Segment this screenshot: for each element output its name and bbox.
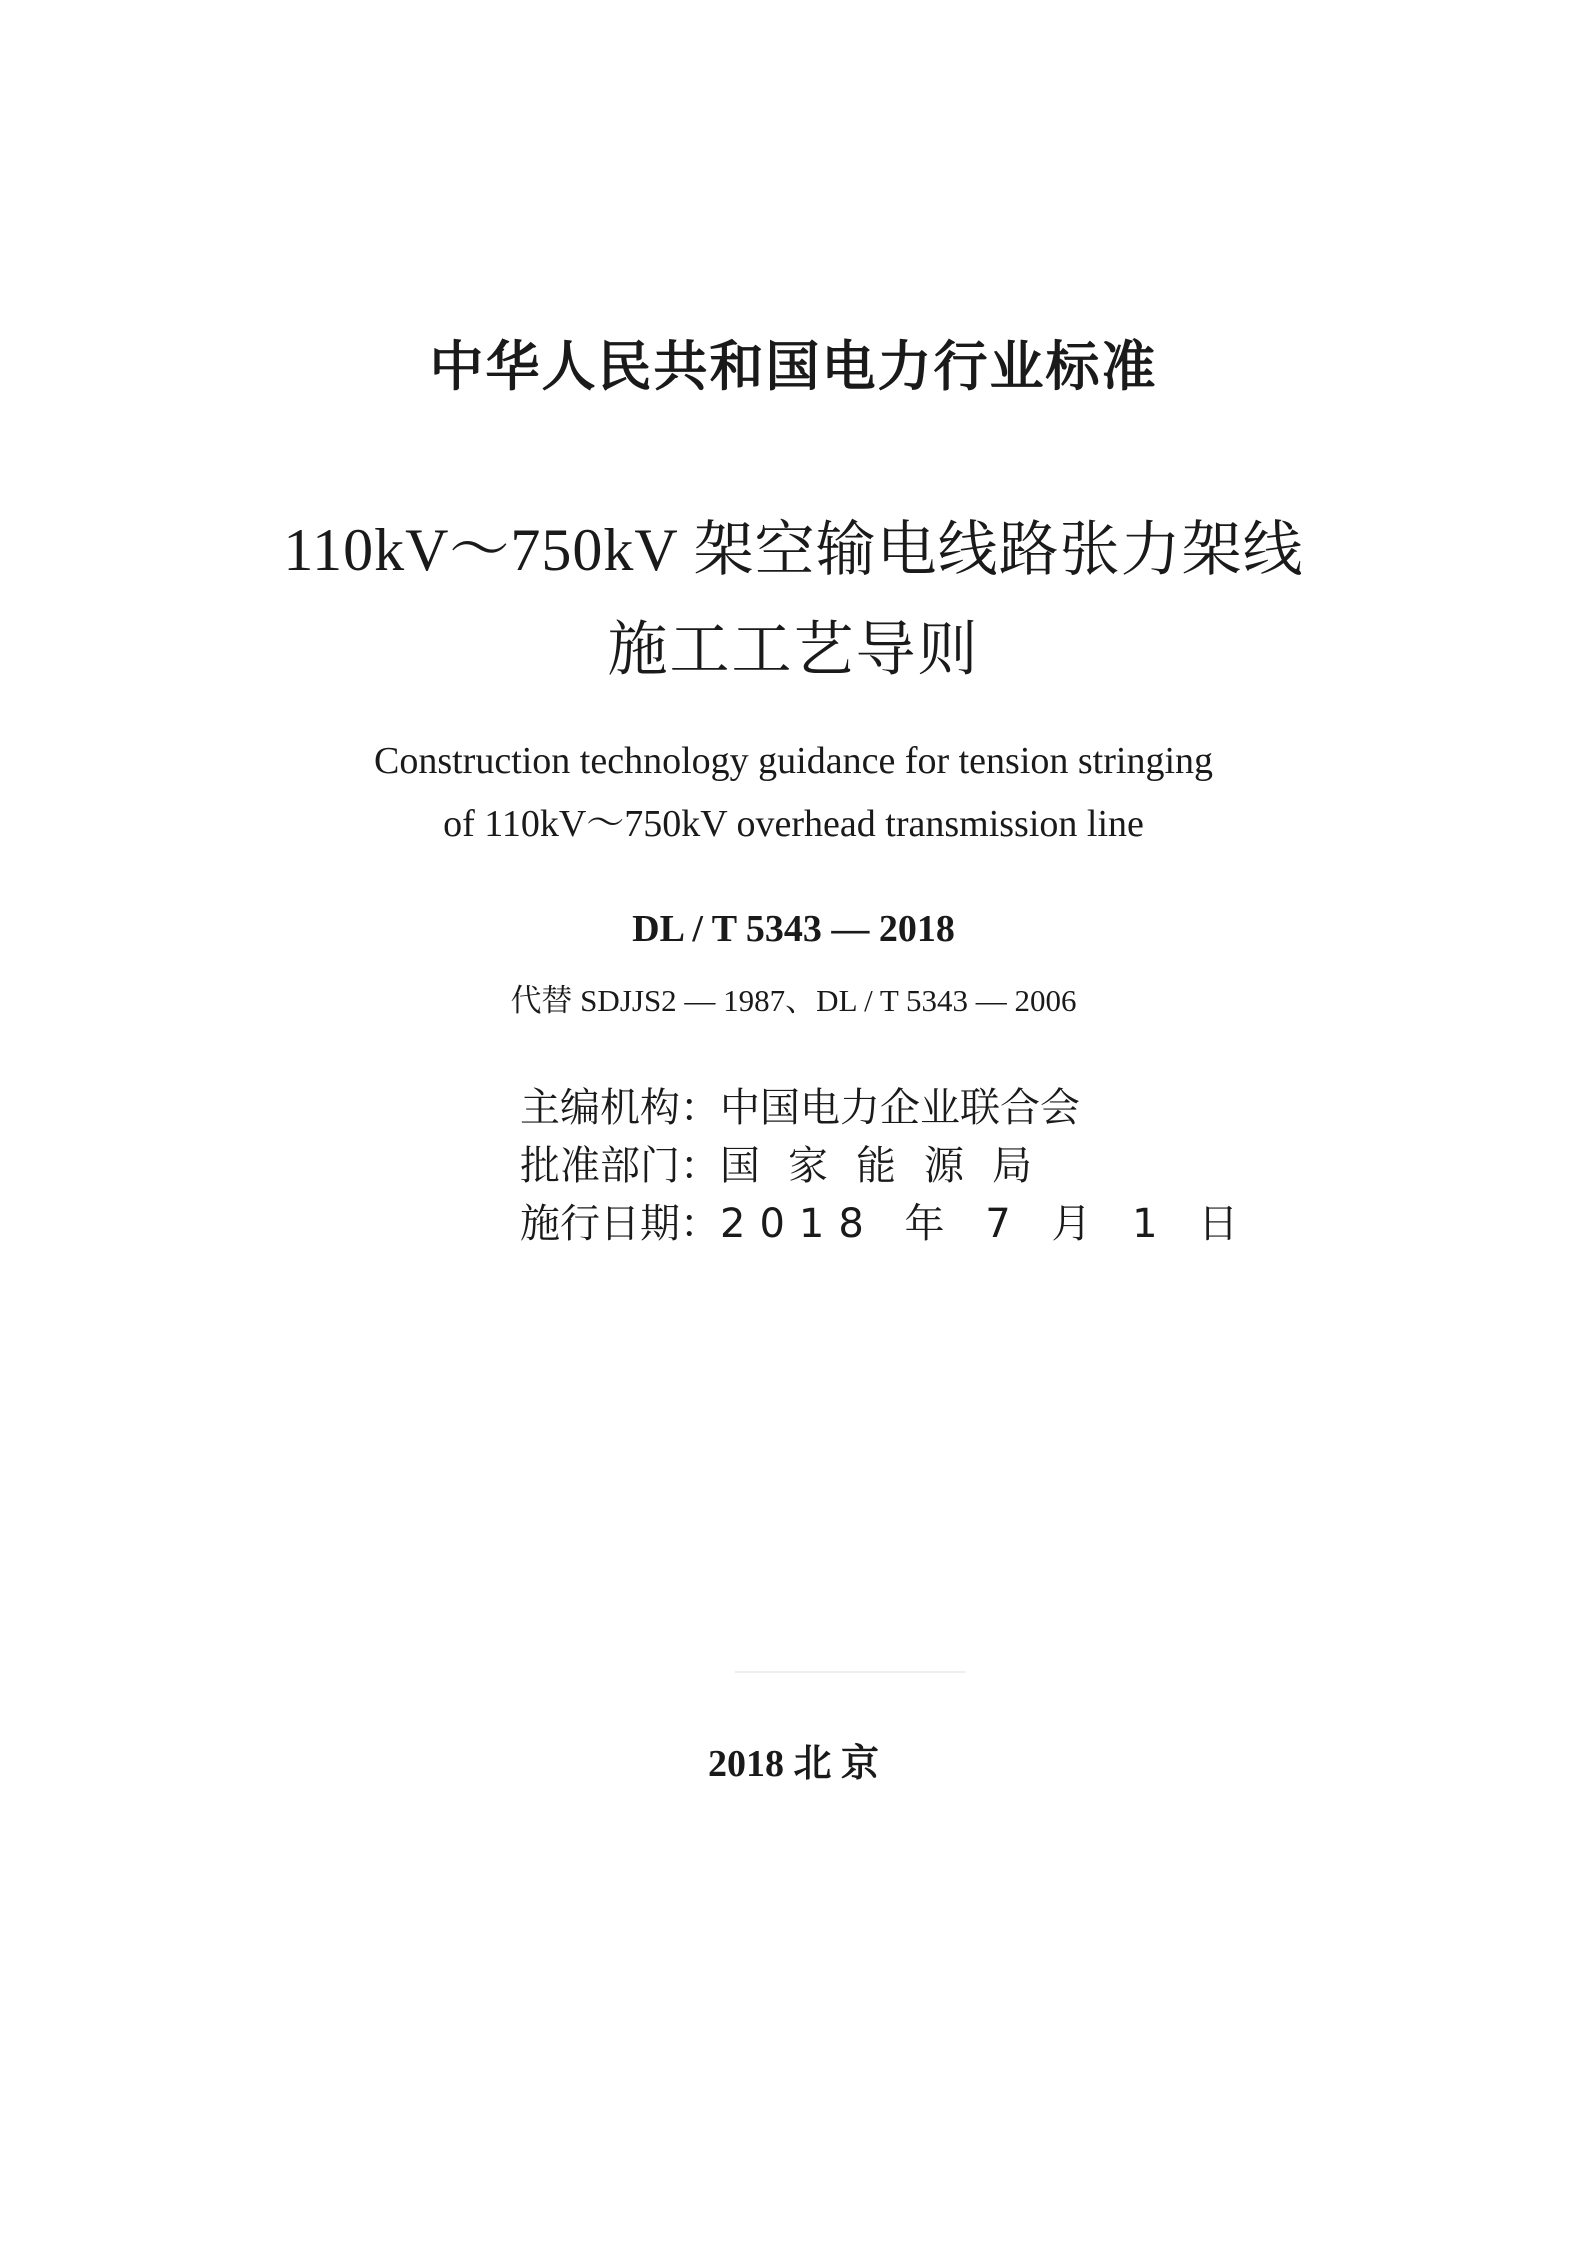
approver-label: 批准部门： [520,1142,720,1189]
standard-category-heading: 中华人民共和国电力行业标准 [429,335,1158,398]
standard-code: DL / T 5343 — 2018 [632,908,955,950]
scan-artifact [735,1671,965,1673]
chinese-title-line-2: 施工工艺导则 [607,617,980,683]
english-title-line-2: of 110kV～750kV overhead transmission line [443,803,1144,845]
editor-value: 中国电力企业联合会 [720,1084,1080,1131]
editor-label: 主编机构： [520,1084,720,1131]
effective-date-row [520,1191,1253,1249]
effective-date-value: 2018 年 7 月 1 日 [720,1200,1253,1247]
approver-value: 国家能源局 [720,1142,1060,1189]
chinese-title-line-1: 110kV～750kV 架空输电线路张力架线 [283,517,1304,583]
effective-date-label: 施行日期： [520,1200,720,1247]
replaced-standards: 代替 SDJJS2 — 1987、DL / T 5343 — 2006 [510,983,1077,1018]
approver-row [520,1133,1160,1191]
standard-info-block [520,1075,1253,1249]
publication-year-place: 2018 北 京 [707,1743,879,1785]
english-title-line-1: Construction technology guidance for tension stringing [373,740,1214,782]
editor-row [520,1075,1160,1133]
